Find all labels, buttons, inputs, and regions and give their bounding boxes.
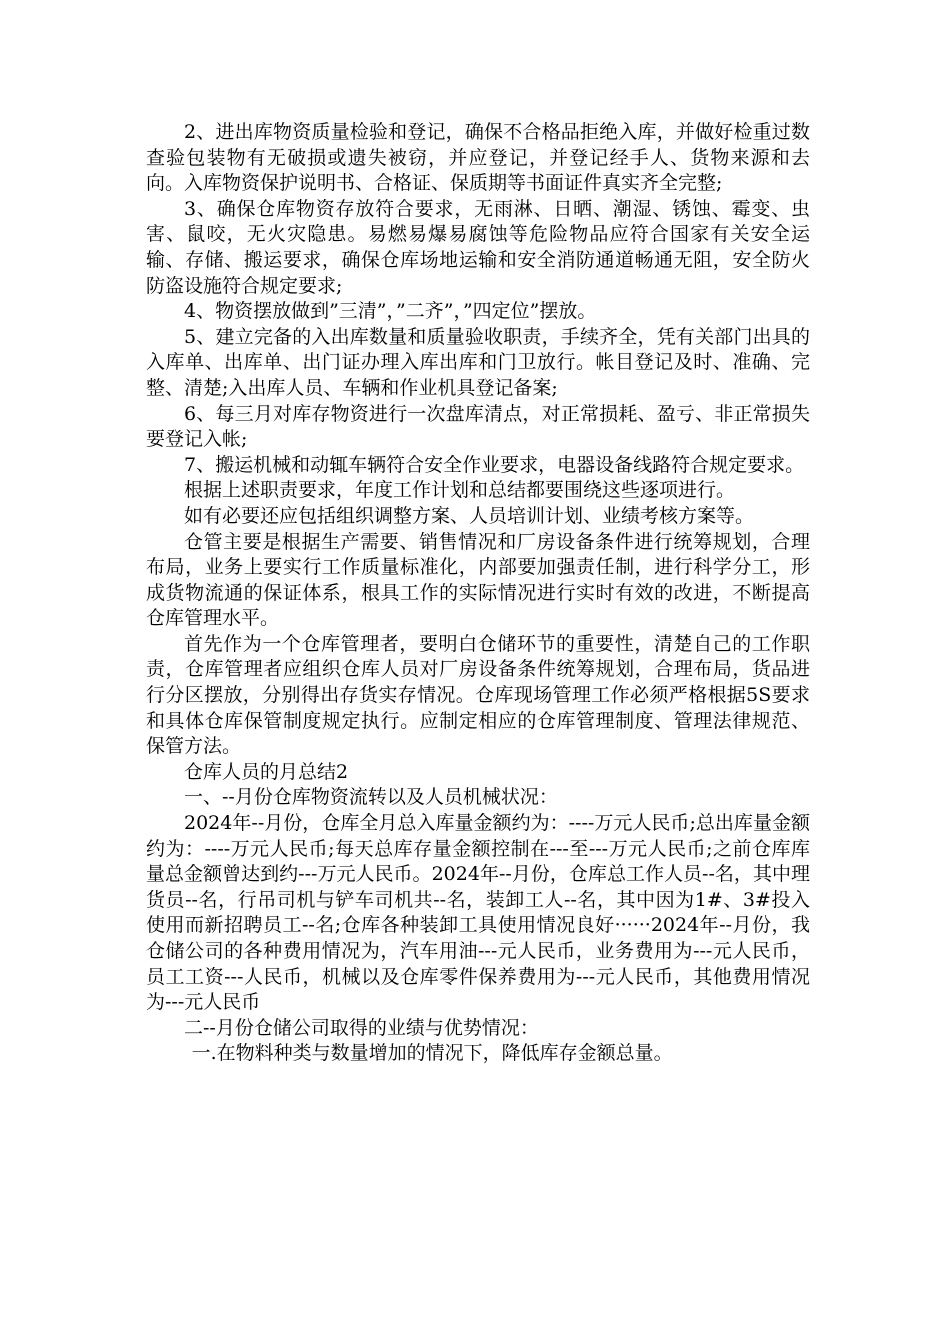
- paragraph-responsibility-summary: 根据上述职责要求，年度工作计划和总结都要围绕这些逐项进行。: [184, 479, 736, 502]
- paragraph-item-4: 4、物资摆放做到”三清”，”二齐”，”四定位”摆放。: [184, 300, 597, 323]
- paragraph-inventory-reduction: 一.在物料种类与数量增加的情况下，降低库存金额总量。: [191, 1042, 673, 1065]
- paragraph-warehouse-management: 仓管主要是根据生产需要、销售情况和厂房设备条件进行统筹规划，合理布局，业务上要实行工作质量标准化，内部要加强责任制，进行科学分工，形成货物流通的保证体系，根具工作的实际情况进行实时有效的改进，不断提高仓库管理水平。: [146, 530, 810, 630]
- section-heading-achievements: 二--月份仓储公司取得的业绩与优势情况：: [184, 1016, 539, 1039]
- section-heading-monthly-summary-2: 仓库人员的月总结2: [184, 760, 349, 783]
- document-page: [146, 120, 810, 1067]
- paragraph-additional-plans: 如有必要还应包括组织调整方案、人员培训计划、业绩考核方案等。: [184, 504, 755, 527]
- paragraph-item-3: 3、确保仓库物资存放符合要求，无雨淋、日晒、潮湿、锈蚀、霉变、虫害、鼠咬，无火灾隐患。易燃易爆易腐蚀等危险物品应符合国家有关安全运输、存储、搬运要求，确保仓库场地运输和安全消防通道畅通无阻，安全防火防盗设施符合规定要求;: [146, 197, 810, 297]
- paragraph-item-2: 2、进出库物资质量检验和登记，确保不合格品拒绝入库，并做好检重过数查验包装物有无破损或遗失被窃，并应登记，并登记经手人、货物来源和去向。入库物资保护说明书、合格证、保质期等书面证件真实齐全完整;: [146, 121, 810, 195]
- paragraph-monthly-figures: 2024年--月份，仓库全月总入库量金额约为：----万元人民币;总出库量金额约为：----万元人民币;每天总库存量金额控制在---至---万元人民币;之前仓库库量总金额曾达到约---万元人民币。2024年--月份，仓库总工作人员--名，其中理货员--名，行吊司机与铲车司机共--名，装卸工人--名，其中因为1#、3#投入使用而新招聘员工--名;仓库各种装卸工具使用情况良好······2024年--月份，我仓储公司的各种费用情况为，汽车用油---元人民币，业务费用为---元人民币，员工工资---人民币，机械以及仓库零件保养费用为---元人民币，其他费用情况为---元人民币: [146, 812, 810, 1014]
- paragraph-item-7: 7、搬运机械和动辄车辆符合安全作业要求，电器设备线路符合规定要求。: [184, 453, 805, 476]
- paragraph-manager-duties: 首先作为一个仓库管理者，要明白仓储环节的重要性，清楚自己的工作职责，仓库管理者应组织仓库人员对厂房设备条件统筹规划，合理布局，货品进行分区摆放，分别得出存货实存情况。仓库现场管理工作必须严格根据5S要求和具体仓库保管制度规定执行。应制定相应的仓库管理制度、管理法律规范、保管方法。: [146, 632, 810, 758]
- paragraph-item-5: 5、建立完备的入出库数量和质量验收职责，手续齐全，凭有关部门出具的入库单、出库单、出门证办理入库出库和门卫放行。帐目登记及时、准确、完整、清楚;入出库人员、车辆和作业机具登记备案;: [146, 325, 810, 399]
- paragraph-item-6: 6、每三月对库存物资进行一次盘库清点，对正常损耗、盈亏、非正常损失要登记入帐;: [146, 402, 810, 451]
- section-heading-material-flow: 一、--月份仓库物资流转以及人员机械状况：: [184, 786, 558, 809]
